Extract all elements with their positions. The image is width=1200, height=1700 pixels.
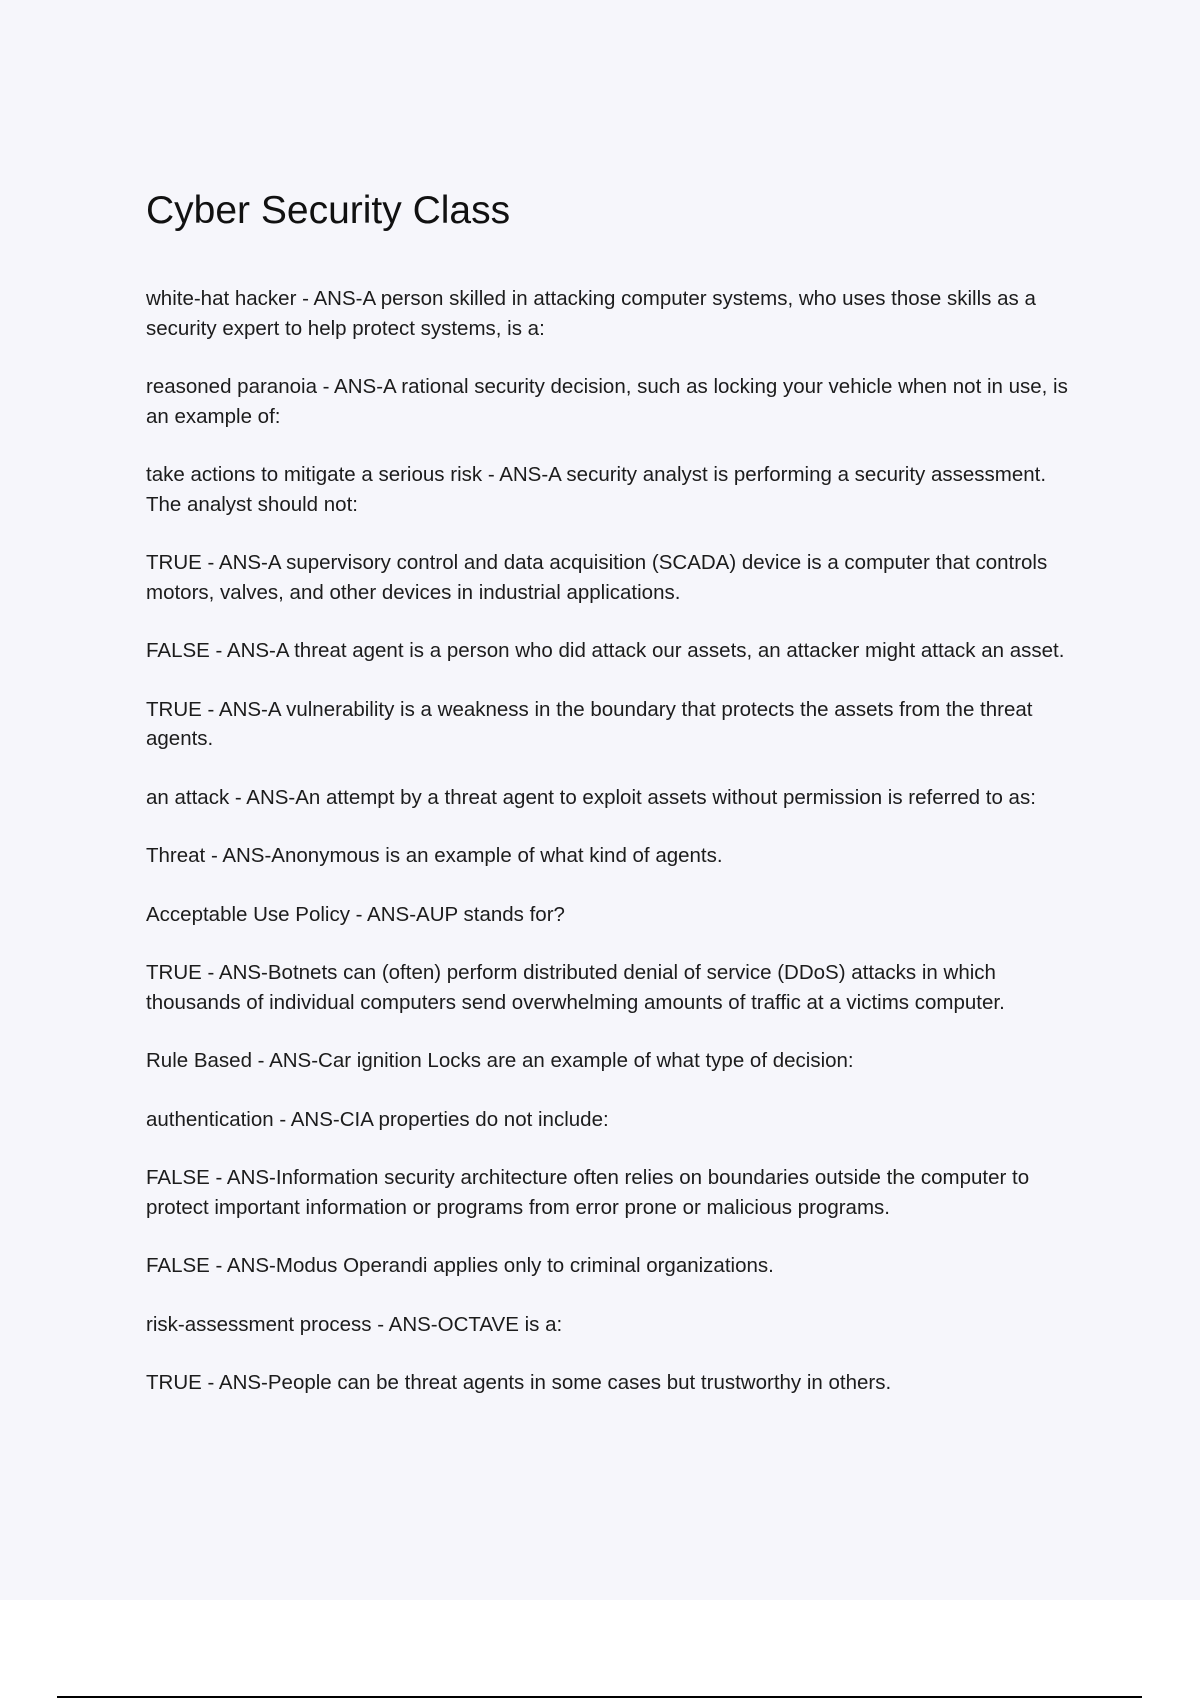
document-content [146, 188, 1086, 1427]
qa-entry: Acceptable Use Policy - ANS-AUP stands for? [146, 902, 565, 926]
qa-entry: white-hat hacker - ANS-A person skilled in attacking computer systems, who uses those skills as a security expert to help protect systems, is a: [146, 287, 1036, 340]
document-title: Cyber Security Class [146, 189, 511, 232]
qa-entry: Rule Based - ANS-Car ignition Locks are an example of what type of decision: [146, 1049, 854, 1072]
qa-entry: risk-assessment process - ANS-OCTAVE is a: [146, 1312, 563, 1336]
qa-entry: reasoned paranoia - ANS-A rational security decision, such as locking your vehicle when not in use, is an example of: [146, 375, 1068, 428]
qa-entry: FALSE - ANS-Modus Operandi applies only to criminal organizations. [146, 1254, 774, 1277]
qa-list [146, 284, 1086, 1398]
qa-entry: FALSE - ANS-Information security architecture often relies on boundaries outside the computer to protect important information or programs from error prone or malicious programs. [146, 1166, 1030, 1219]
qa-entry: Threat - ANS-Anonymous is an example of what kind of agents. [146, 844, 723, 867]
qa-entry: TRUE - ANS-A vulnerability is a weakness in the boundary that protects the assets from the threat agents. [146, 697, 1033, 750]
qa-entry: FALSE - ANS-A threat agent is a person who did attack our assets, an attacker might attack an asset. [146, 639, 1065, 662]
footer-divider [57, 1696, 1142, 1698]
qa-entry: TRUE - ANS-People can be threat agents in some cases but trustworthy in others. [146, 1371, 892, 1394]
qa-entry: authentication - ANS-CIA properties do not include: [146, 1107, 609, 1131]
qa-entry: an attack - ANS-An attempt by a threat agent to exploit assets without permission is referred to as: [146, 785, 1036, 809]
qa-entry: TRUE - ANS-A supervisory control and data acquisition (SCADA) device is a computer that controls motors, valves, and other devices in industrial applications. [146, 551, 1048, 604]
qa-entry: TRUE - ANS-Botnets can (often) perform distributed denial of service (DDoS) attacks in which thousands of individual computers send overwhelming amounts of traffic at a victims computer. [146, 961, 1005, 1014]
qa-entry: take actions to mitigate a serious risk - ANS-A security analyst is performing a security assessment. The analyst should not: [146, 463, 1047, 516]
